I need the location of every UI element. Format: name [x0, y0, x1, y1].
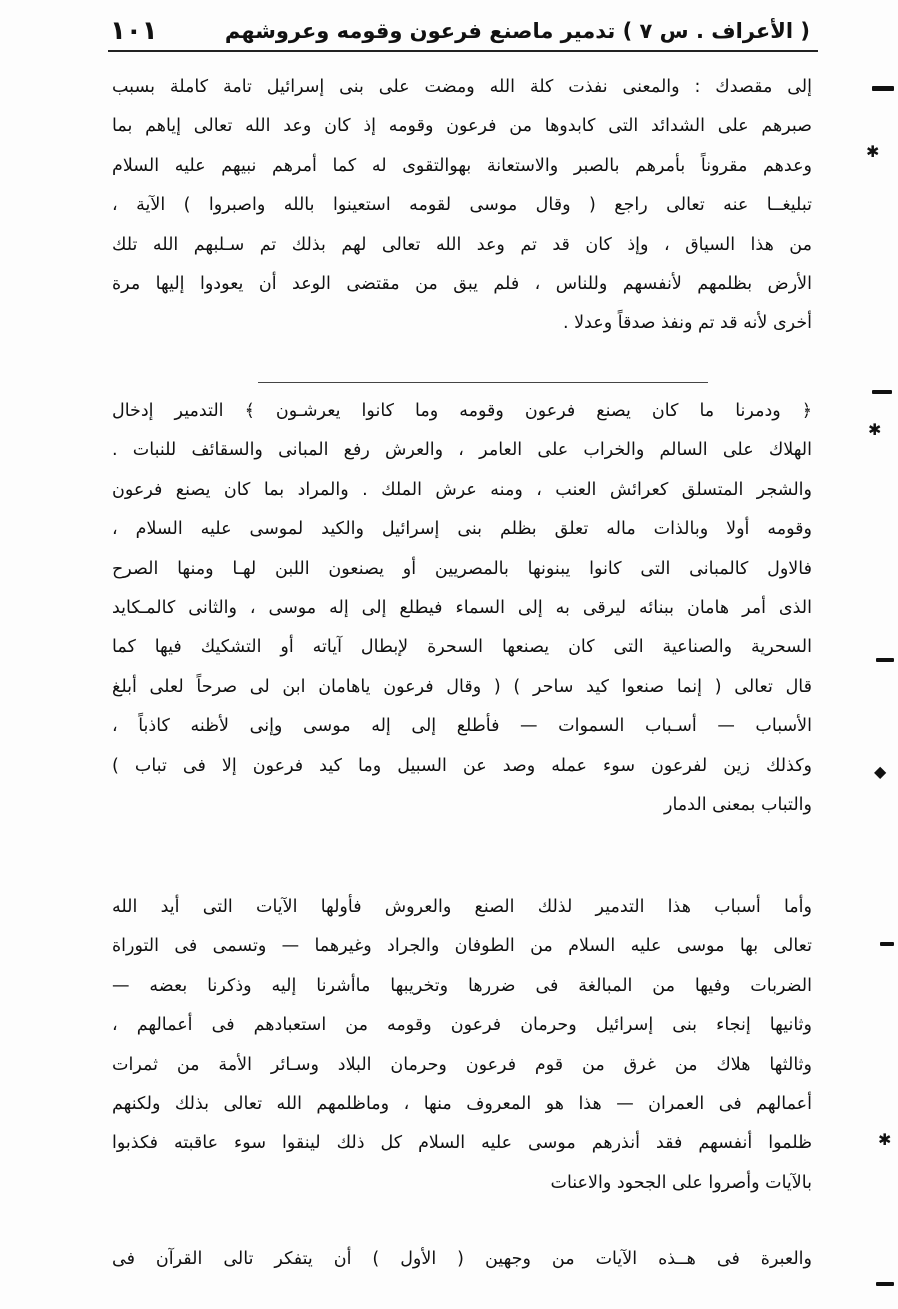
page-header — [110, 12, 810, 50]
text-line: بالآيات وأصروا على الجحود والاعنات — [550, 1172, 812, 1193]
scan-margin-mark — [872, 86, 894, 91]
running-title: ( الأعراف . س ٧ ) تدمير ماصنع فرعون وقومه وعروشهم — [224, 19, 810, 43]
scan-margin-blot: ✱ — [866, 142, 880, 161]
scan-margin-blot: ✱ — [878, 1130, 892, 1149]
paragraph-4 — [112, 1240, 812, 1279]
scan-margin-blot: ◆ — [874, 762, 887, 781]
text-line: والشجر المتسلق كعرائش العنب ، ومنه عرش الملك . والمراد بما كان يصنع فرعون — [112, 479, 812, 500]
text-line: ﴿ ودمرنا ما كان يصنع فرعون وقومه وما كانوا يعرشـون ﴾ التدمير إدخال — [112, 401, 812, 421]
text-line: فالاول كالمبانى التى كانوا يبنونها بالمصريين أو يصنعون اللبن لهـا ومنها الصرح — [112, 558, 812, 579]
text-line: وثانيها إنجاء بنى إسرائيل وحرمان فرعون وقومه من استعبادهم فى أعمالهم ، — [112, 1015, 812, 1036]
header-rule — [108, 50, 818, 52]
text-line: ظلموا أنفسهم فقد أنذرهم موسى عليه السلام كل ذلك لينقوا سوء عاقبته فكذبوا — [112, 1133, 812, 1154]
text-line: صبرهم على الشدائد التى كابدوها من فرعون وقومه إذ كان وعد الله تعالى إياهم بما — [112, 116, 812, 137]
page-number: ١٠١ — [110, 16, 158, 46]
paragraph-1 — [112, 68, 812, 344]
scan-margin-mark — [880, 942, 894, 946]
paragraph-3 — [112, 888, 812, 1203]
text-line: وعدهم مقروناً بأمرهم بالصبر والاستعانة بهوالتقوى له كما أمرهم نبيهم عليه السلام — [112, 155, 812, 176]
text-line: والعبرة فى هــذه الآيات من وجهين ( الأول ) أن يتفكر تالى القرآن فى — [112, 1249, 812, 1269]
text-line: الهلاك على السالم والخراب على العامر ، والعرش رفع المبانى والسقائف للنبات . — [112, 440, 812, 461]
text-line: أعمالهم فى العمران — هذا هو المعروف منها ، وماظلمهم الله تعالى بذلك ولكنهم — [112, 1093, 812, 1114]
text-line: وكذلك زين لفرعون سوء عمله وصد عن السبيل وما كيد فرعون إلا فى تباب ) — [112, 755, 812, 776]
paragraph-2 — [112, 392, 812, 825]
scan-margin-mark — [872, 390, 892, 394]
text-line: وقومه أولا وبالذات ماله تعلق بظلم بنى إسرائيل والكيد لموسى عليه السلام ، — [112, 519, 812, 540]
text-line: الذى أمر هامان ببنائه ليرقى به إلى السماء فيطلع إلى إله موسى ، والثانى كالمـكايد — [112, 597, 812, 618]
scan-margin-mark — [876, 658, 894, 662]
text-line: الأسباب — أسـباب السموات — فأطلع إلى إله موسى وإنى لأظنه كاذباً ، — [112, 716, 812, 737]
section-divider — [258, 382, 708, 383]
text-line: من هذا السياق ، وإذ كان قد تم وعد الله تعالى لهم بذلك تم سـلبهم الله تلك — [112, 234, 812, 255]
text-line: قال تعالى ( إنما صنعوا كيد ساحر ) ( وقال فرعون ياهامان ابن لى صرحاً لعلى أبلغ — [112, 676, 812, 697]
scan-margin-mark — [876, 1282, 894, 1286]
text-line: تبليغــا عنه تعالى راجع ( وقال موسى لقومه استعينوا بالله واصبروا ) الآية ، — [112, 195, 812, 216]
text-line: وثالثها هلاك من غرق من قوم فرعون وحرمان البلاد وسـائر الأمة من ثمرات — [112, 1054, 812, 1075]
text-line: والتباب بمعنى الدمار — [664, 794, 812, 815]
text-line: وأما أسباب هذا التدمير لذلك الصنع والعروش فأولها الآيات التى أيد الله — [112, 897, 812, 917]
text-line: الأرض بظلمهم لأنفسهم وللناس ، فلم يبق من مقتضى الوعد أن يعودوا إليها مرة — [112, 273, 812, 294]
text-line: تعالى بها موسى عليه السلام من الطوفان والجراد وغيرهما — وتسمى فى التوراة — [112, 936, 812, 957]
scan-margin-blot: ✱ — [868, 420, 882, 439]
text-line: الضربات وفيها من المبالغة فى ضررها وتخريبها ماأشرنا إليه وذكرنا بعضه — — [112, 975, 812, 996]
text-line: السحرية والصناعية التى كان يصنعها السحرة لإبطال آياته أو التشكيك فيها كما — [112, 637, 812, 658]
text-line: إلى مقصدك : والمعنى نفذت كلة الله ومضت على بنى إسرائيل تامة كاملة بسبب — [112, 77, 812, 97]
text-line: أخرى لأنه قد تم ونفذ صدقاً وعدلا . — [563, 313, 812, 334]
